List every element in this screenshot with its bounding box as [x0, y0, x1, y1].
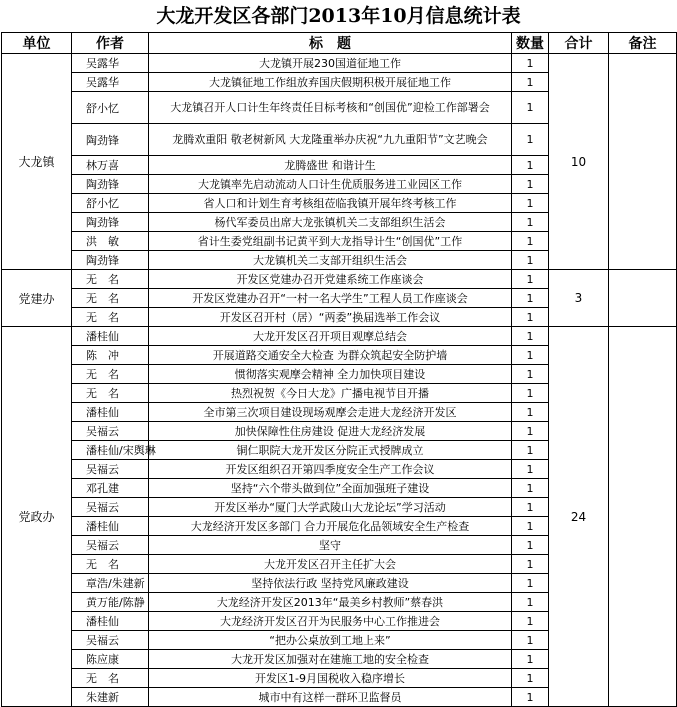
title-cell[interactable]: 开发区党建办召开党建系统工作座谈会	[149, 270, 512, 289]
author-cell[interactable]: 吴露华	[72, 54, 149, 73]
sheet-title: 大龙开发区各部门2013年10月信息统计表	[156, 5, 521, 27]
title-cell[interactable]: 杨代军委员出席大龙张镇机关二支部组织生活会	[149, 213, 512, 232]
title-cell[interactable]: 大龙镇率先启动流动人口计生优质服务进工业园区工作	[149, 175, 512, 194]
author-cell[interactable]: 林万喜	[72, 156, 149, 175]
count-cell[interactable]: 1	[512, 213, 549, 232]
count-cell[interactable]: 1	[512, 460, 549, 479]
author-cell[interactable]: 邓孔建	[72, 479, 149, 498]
count-cell[interactable]: 1	[512, 308, 549, 327]
author-cell[interactable]: 陶劲锋	[72, 213, 149, 232]
unit-cell[interactable]: 党政办	[2, 327, 72, 707]
title-cell[interactable]: 坚守	[149, 536, 512, 555]
count-cell[interactable]: 1	[512, 384, 549, 403]
count-cell[interactable]: 1	[512, 688, 549, 707]
title-cell[interactable]: 开发区1-9月国税收入稳序增长	[149, 669, 512, 688]
count-cell[interactable]: 1	[512, 289, 549, 308]
author-cell[interactable]: 陶劲锋	[72, 175, 149, 194]
author-cell[interactable]: 潘桂仙	[72, 517, 149, 536]
count-cell[interactable]: 1	[512, 669, 549, 688]
count-cell[interactable]: 1	[512, 612, 549, 631]
unit-cell[interactable]: 党建办	[2, 270, 72, 327]
column-header-unit[interactable]: 单位	[2, 33, 72, 54]
author-cell[interactable]: 吴福云	[72, 631, 149, 650]
title-cell[interactable]: 大龙开发区召开主任扩大会	[149, 555, 512, 574]
author-cell[interactable]: 舒小忆	[72, 92, 149, 124]
statistics-table	[1, 32, 677, 707]
author-cell[interactable]: 潘桂仙/宋舆琳	[72, 441, 149, 460]
author-cell[interactable]: 潘桂仙	[72, 327, 149, 346]
title-cell[interactable]: 大龙镇机关二支部开组织生活会	[149, 251, 512, 270]
total-cell[interactable]: 3	[549, 270, 609, 327]
title-cell[interactable]: 开展道路交通安全大检查 为群众筑起安全防护墙	[149, 346, 512, 365]
author-cell[interactable]: 无 名	[72, 365, 149, 384]
title-cell[interactable]: 城市中有这样一群环卫监督员	[149, 688, 512, 707]
count-cell[interactable]: 1	[512, 175, 549, 194]
author-cell[interactable]: 章浩/朱建新	[72, 574, 149, 593]
count-cell[interactable]: 1	[512, 54, 549, 73]
count-cell[interactable]: 1	[512, 479, 549, 498]
count-cell[interactable]: 1	[512, 156, 549, 175]
title-cell[interactable]: 开发区组织召开第四季度安全生产工作会议	[149, 460, 512, 479]
author-cell[interactable]: 吴福云	[72, 536, 149, 555]
count-cell[interactable]: 1	[512, 555, 549, 574]
title-cell[interactable]: 省计生委党组副书记黄平到大龙指导计生“创国优”工作	[149, 232, 512, 251]
title-cell[interactable]: 大龙镇召开人口计生年终责任目标考核和“创国优”迎检工作部署会	[149, 92, 512, 124]
title-cell[interactable]: 坚持“六个带头做到位”全面加强班子建设	[149, 479, 512, 498]
title-cell[interactable]: 龙腾盛世 和谐计生	[149, 156, 512, 175]
author-cell[interactable]: 朱建新	[72, 688, 149, 707]
author-cell[interactable]: 潘桂仙	[72, 403, 149, 422]
remarks-cell[interactable]	[609, 54, 677, 270]
count-cell[interactable]: 1	[512, 441, 549, 460]
count-cell[interactable]: 1	[512, 593, 549, 612]
title-cell[interactable]: 惯彻落实观摩会精神 全力加快项目建设	[149, 365, 512, 384]
author-cell[interactable]: 无 名	[72, 555, 149, 574]
total-cell[interactable]: 10	[549, 54, 609, 270]
author-cell[interactable]: 无 名	[72, 384, 149, 403]
column-header-total[interactable]: 合计	[549, 33, 609, 54]
author-cell[interactable]: 洪 敏	[72, 232, 149, 251]
title-cell[interactable]: 大龙开发区召开项目观摩总结会	[149, 327, 512, 346]
author-cell[interactable]: 吴福云	[72, 460, 149, 479]
title-cell[interactable]: 大龙镇征地工作组放弃国庆假期积极开展征地工作	[149, 73, 512, 92]
author-cell[interactable]: 舒小忆	[72, 194, 149, 213]
count-cell[interactable]: 1	[512, 498, 549, 517]
total-cell[interactable]: 24	[549, 327, 609, 707]
author-cell[interactable]: 陶劲锋	[72, 251, 149, 270]
title-cell[interactable]: 全市第三次项目建设现场观摩会走进大龙经济开发区	[149, 403, 512, 422]
author-cell[interactable]: 无 名	[72, 289, 149, 308]
count-cell[interactable]: 1	[512, 403, 549, 422]
count-cell[interactable]: 1	[512, 251, 549, 270]
title-cell[interactable]: 热烈祝贺《今日大龙》广播电视节目开播	[149, 384, 512, 403]
title-cell[interactable]: 铜仁职院大龙开发区分院正式授牌成立	[149, 441, 512, 460]
remarks-cell[interactable]	[609, 327, 677, 707]
title-cell[interactable]: 开发区举办“厦门大学武陵山大龙论坛”学习活动	[149, 498, 512, 517]
column-header-author[interactable]: 作者	[72, 33, 149, 54]
title-cell[interactable]: 省人口和计划生育考核组莅临我镇开展年终考核工作	[149, 194, 512, 213]
table-row	[2, 54, 677, 73]
header-row	[2, 33, 677, 54]
title-cell[interactable]: 开发区党建办召开“一村一名大学生”工程人员工作座谈会	[149, 289, 512, 308]
title-cell[interactable]: 大龙镇开展230国道征地工作	[149, 54, 512, 73]
title-cell[interactable]: 加快保障性住房建设 促进大龙经济发展	[149, 422, 512, 441]
count-cell[interactable]: 1	[512, 270, 549, 289]
author-cell[interactable]: 潘桂仙	[72, 612, 149, 631]
author-cell[interactable]: 无 名	[72, 270, 149, 289]
table-row	[2, 327, 677, 346]
count-cell[interactable]: 1	[512, 232, 549, 251]
count-cell[interactable]: 1	[512, 422, 549, 441]
column-header-count[interactable]: 数量	[512, 33, 549, 54]
count-cell[interactable]: 1	[512, 574, 549, 593]
table-body	[2, 54, 677, 707]
author-cell[interactable]: 无 名	[72, 669, 149, 688]
column-header-remarks[interactable]: 备注	[609, 33, 677, 54]
count-cell[interactable]: 1	[512, 194, 549, 213]
title-cell[interactable]: 龙腾欢重阳 敬老树新风 大龙隆重举办庆祝“九九重阳节”文艺晚会	[149, 124, 512, 156]
author-cell[interactable]: 吴露华	[72, 73, 149, 92]
author-cell[interactable]: 陶劲锋	[72, 124, 149, 156]
author-cell[interactable]: 吴福云	[72, 422, 149, 441]
title-cell[interactable]: 开发区召开村（居）“两委”换届选举工作会议	[149, 308, 512, 327]
count-cell[interactable]: 1	[512, 124, 549, 156]
title-cell[interactable]: “把办公桌放到工地上来”	[149, 631, 512, 650]
count-cell[interactable]: 1	[512, 327, 549, 346]
count-cell[interactable]: 1	[512, 536, 549, 555]
author-cell[interactable]: 陈应康	[72, 650, 149, 669]
title-cell[interactable]: 大龙经济开发区召开为民服务中心工作推进会	[149, 612, 512, 631]
remarks-cell[interactable]	[609, 270, 677, 327]
count-cell[interactable]: 1	[512, 650, 549, 669]
table-row	[2, 270, 677, 289]
column-header-title[interactable]: 标 题	[149, 33, 512, 54]
count-cell[interactable]: 1	[512, 365, 549, 384]
title-cell[interactable]: 大龙经济开发区多部门 合力开展危化品领域安全生产检查	[149, 517, 512, 536]
author-cell[interactable]: 黄万能/陈静	[72, 593, 149, 612]
count-cell[interactable]: 1	[512, 73, 549, 92]
author-cell[interactable]: 无 名	[72, 308, 149, 327]
unit-cell[interactable]: 大龙镇	[2, 54, 72, 270]
author-cell[interactable]: 吴福云	[72, 498, 149, 517]
count-cell[interactable]: 1	[512, 631, 549, 650]
author-cell[interactable]: 陈 冲	[72, 346, 149, 365]
count-cell[interactable]: 1	[512, 92, 549, 124]
title-cell[interactable]: 坚持依法行政 坚持党风廉政建设	[149, 574, 512, 593]
count-cell[interactable]: 1	[512, 517, 549, 536]
title-cell[interactable]: 大龙经济开发区2013年“最美乡村教师”蔡春洪	[149, 593, 512, 612]
title-cell[interactable]: 大龙开发区加强对在建施工地的安全检查	[149, 650, 512, 669]
count-cell[interactable]: 1	[512, 346, 549, 365]
